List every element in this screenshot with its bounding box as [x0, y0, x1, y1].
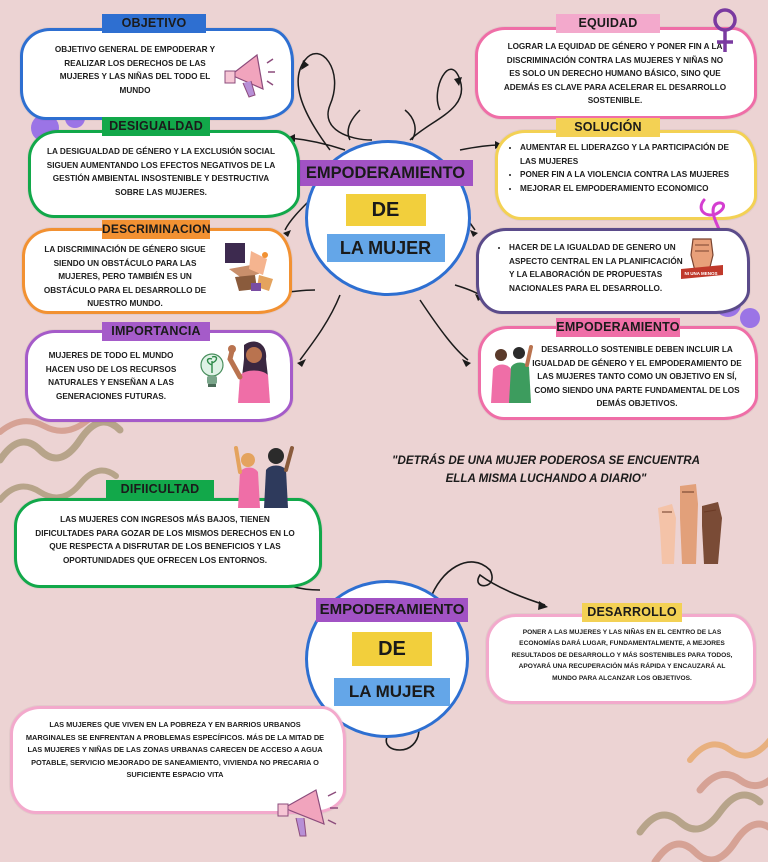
fist-icon — [679, 235, 725, 287]
megaphone-icon — [221, 45, 277, 101]
discriminacion-card — [22, 228, 292, 314]
solucion-list — [506, 141, 746, 195]
woman-raising-fist-icon — [224, 337, 280, 403]
decor-squiggle — [655, 824, 768, 862]
decor-squiggle — [700, 770, 768, 790]
decor-squiggle — [690, 740, 768, 760]
bottom-center-title — [316, 598, 468, 706]
title-line-2: DE — [346, 194, 426, 226]
empoderamiento-label: EMPODERAMIENTO — [556, 318, 680, 337]
dificultad-card — [14, 498, 322, 588]
igualdad-item-1: • HACER DE LA IGUALDAD DE GENERO UN ASPECTO CENTRAL EN LA PLANIFICACIÓN Y LA ELABORACIÓN DE PROPUESTAS NACIONALES PARA EL DESARROLLO. — [509, 241, 687, 295]
raised-fists-icon — [652, 478, 732, 564]
solucion-item-1: • AUMENTAR EL LIDERAZGO Y LA PARTICIPACIÓN DE LAS MUJERES — [520, 141, 746, 168]
center-title — [298, 160, 473, 262]
decor-squiggle — [0, 471, 116, 500]
igualdad-card — [476, 228, 750, 314]
megaphone-icon — [276, 782, 340, 842]
empoderamiento-card — [478, 326, 758, 420]
objetivo-text: OBJETIVO GENERAL DE EMPODERAR Y REALIZAR LOS DERECHOS DE LAS MUJERES Y LAS NIÑAS DEL TODO EL MUNDO — [54, 45, 216, 95]
importancia-label: IMPORTANCIA — [102, 322, 210, 341]
desigualdad-card — [28, 130, 300, 218]
dificultad-label: DIFIICULTAD — [106, 480, 214, 499]
discriminacion-label: DESCRIMINACION — [102, 220, 210, 239]
quote-line-1: "DETRÁS DE UNA MUJER PODEROSA SE ENCUENTRA — [391, 454, 701, 467]
venus-symbol-icon — [710, 6, 740, 54]
decor-squiggle — [0, 422, 120, 460]
desarrollo-card — [486, 614, 756, 704]
solucion-label: SOLUCIÓN — [556, 118, 660, 137]
dificultad-text: LAS MUJERES CON INGRESOS MÁS BAJOS, TIENEN DIFICULTADES PARA GOZAR DE LOS MISMOS DERECHOS EN LO QUE RESPECTA A DISFRUTAR DE LOS BENEFICIOS Y LAS OPORTUNIDADES QUE OFRECEN LOS ENTORNOS. — [35, 515, 295, 565]
quote-line-2: ELLA MISMA LUCHANDO A DIARIO" — [445, 472, 647, 485]
desigualdad-text: LA DESIGUALDAD DE GÉNERO Y LA EXCLUSIÓN SOCIAL SIGUEN AUMENTANDO LOS EFECTOS NEGATIVOS DE LA GESTIÓN AMBIENTAL INSOSTENIBLE Y DESTRUCTIVA SOBRE LAS MUJERES. — [46, 147, 276, 197]
title-line-3: LA MUJER — [327, 234, 445, 262]
decor-dot — [740, 308, 760, 328]
desigualdad-label: DESIGUALDAD — [102, 117, 210, 136]
importancia-card — [25, 330, 293, 422]
equidad-text: LOGRAR LA EQUIDAD DE GÉNERO Y PONER FIN A LA DISCRIMINACIÓN CONTRA LAS MUJERES Y NIÑAS NO ES SOLO UN DERECHO HUMANO BÁSICO, SINO QUE ADEMÁS ES CLAVE PARA ACELERAR EL DESARROLLO SOSTENIBLE. — [503, 42, 727, 106]
bottom-title-line-1: EMPODERAMIENTO — [316, 598, 468, 622]
importancia-text: MUJERES DE TODO EL MUNDO HACEN USO DE LOS RECURSOS NATURALES Y ENSEÑAN A LAS GENERACIONES FUTURAS. — [45, 351, 177, 401]
solucion-item-2: • PONER FIN A LA VIOLENCIA CONTRA LAS MUJERES — [520, 168, 746, 182]
desarrollo-text: PONER A LAS MUJERES Y LAS NIÑAS EN EL CENTRO DE LAS ECONOMÍAS DARÁ LUGAR, FUNDAMENTALMENTE, A MEJORES RESULTADOS DE DESARROLLO Y MÁS SOSTENIBLES PARA TODOS, APOYARÁ UNA RECUPERACIÓN MÁS RÁPIDA Y ENCAUZARÁ AL MUNDO PARA ALCANZAR LOS OBJETIVOS. — [511, 629, 733, 682]
women-group-icon — [487, 343, 533, 403]
decor-squiggle — [640, 795, 760, 832]
desarrollo-label: DESARROLLO — [582, 603, 682, 622]
bottom-title-line-3: LA MUJER — [334, 678, 450, 706]
svg-text:NI UNA MENOS: NI UNA MENOS — [684, 271, 718, 276]
solucion-item-3: • MEJORAR EL EMPODERAMIENTO ECONOMICO — [520, 182, 746, 196]
pobreza-text: LAS MUJERES QUE VIVEN EN LA POBREZA Y EN BARRIOS URBANOS MARGINALES SE ENFRENTAN A PROBLEMAS ESPECÍFICOS. MÁS DE LA MITAD DE LAS MUJERES Y NIÑAS DE LAS ZONAS URBANAS CARECEN DE ACCESO A AGUA POTABLE, SERVICIO MEJORADO DE SANEAMIENTO, VIVIENDA NO PRECARIA O SUFICIENTE ESPACIO VITA — [25, 720, 325, 780]
igualdad-list — [495, 241, 687, 295]
discriminacion-text: LA DISCRIMINACIÓN DE GÉNERO SIGUE SIENDO UN OBSTÁCULO PARA LAS MUJERES, PERO TAMBIÉN ES UN OBSTÁCULO PARA EL DESARROLLO DE NUESTRO MUNDO. — [43, 245, 207, 309]
empoderamiento-text: DESARROLLO SOSTENIBLE DEBEN INCLUIR LA IGUALDAD DE GÉNERO Y EL EMPODERAMIENTO DE LAS MUJERES TANTO COMO UN OBJETIVO EN SÍ, COMO SIENDO UNA PARTE FUNDAMENTAL DE LOS DEMÁS OBJETIVOS. — [532, 345, 742, 409]
bottom-title-line-2: DE — [352, 632, 432, 666]
women-raising-fists-icon — [230, 442, 300, 508]
title-line-1: EMPODERAMIENTO — [298, 160, 473, 186]
objetivo-card — [20, 28, 294, 120]
hands-together-icon — [221, 239, 279, 297]
equidad-label: EQUIDAD — [556, 14, 660, 33]
objetivo-label: OBJETIVO — [102, 14, 206, 33]
